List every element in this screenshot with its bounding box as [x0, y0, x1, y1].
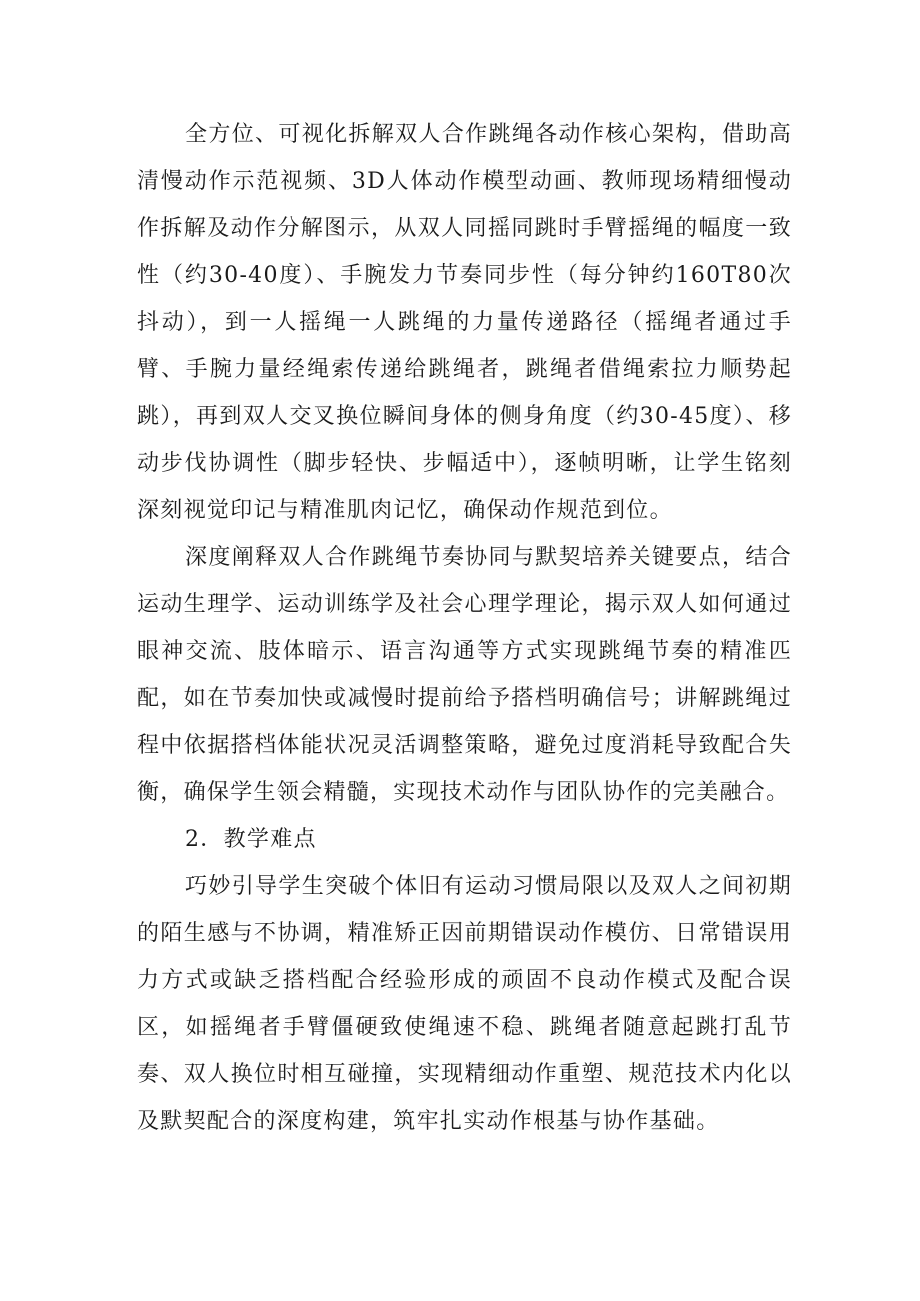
- section-heading-teaching-difficulties: 2．教学难点: [185, 827, 317, 852]
- paragraph-rhythm-coordination: 深度阐释双人合作跳绳节奏协同与默契培养关键要点，结合运动生理学、运动训练学及社会心理学理论，揭示双人如何通过眼神交流、肢体暗示、语言沟通等方式实现跳绳节奏的精准匹配，如在节奏加快或减慢时提前给予搭档明确信号；讲解跳绳过程中依据搭档体能状况灵活调整策略，避免过度消耗导致配合失衡，确保学生领会精髓，实现技术动作与团队协作的完美融合。: [137, 545, 792, 805]
- paragraph-movement-breakdown: 全方位、可视化拆解双人合作跳绳各动作核心架构，借助高清慢动作示范视频、3D人体动作模型动画、教师现场精细慢动作拆解及动作分解图示，从双人同摇同跳时手臂摇绳的幅度一致性（约30-40度）、手腕发力节奏同步性（每分钟约160T80次抖动），到一人摇绳一人跳绳的力量传递路径（摇绳者通过手臂、手腕力量经绳索传递给跳绳者，跳绳者借绳索拉力顺势起跳），再到双人交叉换位瞬间身体的侧身角度（约30-45度）、移动步伐协调性（脚步轻快、步幅适中），逐帧明晰，让学生铭刻深刻视觉印记与精准肌肉记忆，确保动作规范到位。: [137, 122, 792, 523]
- document-body: [137, 111, 792, 1145]
- paragraph-teaching-difficulties: 巧妙引导学生突破个体旧有运动习惯局限以及双人之间初期的陌生感与不协调，精准矫正因前期错误动作模仿、日常错误用力方式或缺乏搭档配合经验形成的顽固不良动作模式及配合误区，如摇绳者手臂僵硬致使绳速不稳、跳绳者随意起跳打乱节奏、双人换位时相互碰撞，实现精细动作重塑、规范技术内化以及默契配合的深度构建，筑牢扎实动作根基与协作基础。: [137, 874, 792, 1134]
